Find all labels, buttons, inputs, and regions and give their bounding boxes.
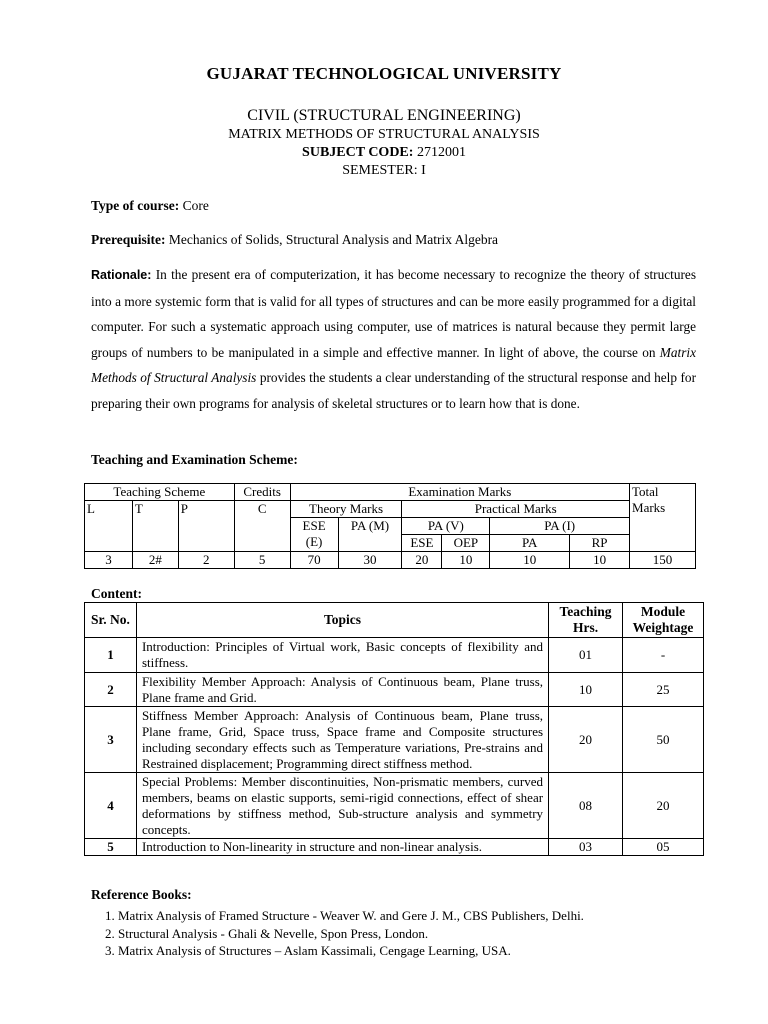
weightage-cell: -: [623, 638, 704, 673]
weightage-cell: 05: [623, 839, 704, 856]
prerequisite: [91, 232, 696, 248]
theory-marks-header: Theory Marks: [290, 501, 402, 518]
hrs-cell: 08: [549, 773, 623, 839]
l-header: L: [85, 501, 133, 552]
pa-m-value: 30: [338, 552, 402, 569]
rationale-text-before: In the present era of computerization, it has become necessary to recognize the theory of structures into a more systemic form that is valid for all types of structures and can be more easily programmed for a digital computer. For such a systematic approach using computer, use of matrices is natural because they permit large groups of numbers to be manipulated in a simple and effective manner. In light of above, the course on: [91, 267, 696, 360]
table-row: [85, 773, 704, 839]
total-value: 150: [630, 552, 696, 569]
reference-books-heading: Reference Books:: [91, 887, 192, 902]
examination-marks-header: Examination Marks: [290, 484, 629, 501]
p-value: 2: [178, 552, 234, 569]
pa-i-header: PA (I): [490, 518, 630, 535]
oep-value: 10: [442, 552, 490, 569]
list-item: 1. Matrix Analysis of Framed Structure - Weaver W. and Gere J. M., CBS Publishers, Delhi.: [118, 907, 584, 925]
university-title: GUJARAT TECHNOLOGICAL UNIVERSITY: [206, 64, 562, 83]
sr-cell: 5: [85, 839, 137, 856]
c-value: 5: [234, 552, 290, 569]
reference-list: [91, 907, 584, 960]
hrs-cell: 01: [549, 638, 623, 673]
subject-code: [0, 145, 768, 161]
weightage-cell: 20: [623, 773, 704, 839]
sr-cell: 2: [85, 673, 137, 707]
pa-header: PA: [490, 535, 570, 552]
weightage-cell: 25: [623, 673, 704, 707]
table-row: [85, 707, 704, 773]
rationale-paragraph: [91, 262, 696, 416]
sr-header: Sr. No.: [85, 603, 137, 638]
hrs-cell: 20: [549, 707, 623, 773]
course-type: [91, 198, 696, 214]
topics-header: Topics: [136, 603, 548, 638]
subject-title: MATRIX METHODS OF STRUCTURAL ANALYSIS: [228, 127, 540, 142]
topic-cell: Introduction: Principles of Virtual work, Basic concepts of flexibility and stiffness.: [136, 638, 548, 673]
course-type-value: Core: [182, 198, 209, 213]
oep-header: OEP: [442, 535, 490, 552]
credits-header: Credits: [234, 484, 290, 501]
branch-title: CIVIL (STRUCTURAL ENGINEERING): [247, 107, 521, 124]
content-header-row: [85, 603, 704, 638]
practical-marks-header: Practical Marks: [402, 501, 630, 518]
ese-e-value: 70: [290, 552, 338, 569]
topic-cell: Special Problems: Member discontinuities, Non-prismatic members, curved members, beams on elastic supports, semi-rigid connections, effect of shear deformations by stiffness method, Sub-structure analysis and symmetry concepts.: [136, 773, 548, 839]
prerequisite-label: Prerequisite:: [91, 232, 166, 247]
subject-code-value: 2712001: [416, 145, 466, 160]
subject-code-label: SUBJECT CODE:: [302, 145, 414, 160]
reference-books: [91, 887, 584, 960]
topic-cell: Flexibility Member Approach: Analysis of Continuous beam, Plane truss, Plane frame and Grid.: [136, 673, 548, 707]
table-row: [85, 839, 704, 856]
hrs-cell: 03: [549, 839, 623, 856]
l-value: 3: [85, 552, 133, 569]
prerequisite-value: Mechanics of Solids, Structural Analysis and Matrix Algebra: [168, 232, 499, 247]
content-table: [84, 602, 704, 856]
weightage-header: Module Weightage: [623, 603, 704, 638]
list-item: 3. Matrix Analysis of Structures – Aslam Kassimali, Cengage Learning, USA.: [118, 942, 584, 960]
ese-value: 20: [402, 552, 442, 569]
t-header: T: [132, 501, 178, 552]
course-type-label: Type of course:: [91, 198, 180, 213]
pa-value: 10: [490, 552, 570, 569]
ese-e-header: ESE (E): [290, 518, 338, 552]
weightage-cell: 50: [623, 707, 704, 773]
rp-value: 10: [570, 552, 630, 569]
t-value: 2#: [132, 552, 178, 569]
rationale-text-after: provides the students a clear understanding of the structural response and help for preparing their own programs for analysis of skeletal structures or to learn how that is done.: [91, 370, 697, 411]
hrs-header: Teaching Hrs.: [549, 603, 623, 638]
rationale-label: Rationale:: [91, 268, 152, 282]
ese-header: ESE: [402, 535, 442, 552]
semester: SEMESTER: I: [342, 163, 426, 178]
p-header: P: [178, 501, 234, 552]
pa-v-header: PA (V): [402, 518, 490, 535]
c-header: C: [234, 501, 290, 552]
teaching-scheme-header: Teaching Scheme: [85, 484, 235, 501]
sr-cell: 4: [85, 773, 137, 839]
pa-m-header: PA (M): [338, 518, 402, 552]
scheme-table: [84, 483, 696, 569]
list-item: 2. Structural Analysis - Ghali & Nevelle, Spon Press, London.: [118, 925, 584, 943]
rationale-course-name: Matrix Methods of Structural Analysis: [91, 344, 696, 385]
sr-cell: 3: [85, 707, 137, 773]
sr-cell: 1: [85, 638, 137, 673]
table-row: [85, 638, 704, 673]
hrs-cell: 10: [549, 673, 623, 707]
rp-header: RP: [570, 535, 630, 552]
topic-cell: Stiffness Member Approach: Analysis of Continuous beam, Plane truss, Plane frame, Grid, Space truss, Space frame and Composite structures including secondary effects such as Temperature variations, Pre-strains and Restrained displacement; Programming direct stiffness method.: [136, 707, 548, 773]
table-row: [85, 673, 704, 707]
topic-cell: Introduction to Non-linearity in structure and non-linear analysis.: [136, 839, 548, 856]
scheme-heading: Teaching and Examination Scheme:: [91, 452, 298, 467]
total-marks-header: Total Marks: [630, 484, 696, 552]
content-heading: Content:: [91, 586, 142, 601]
